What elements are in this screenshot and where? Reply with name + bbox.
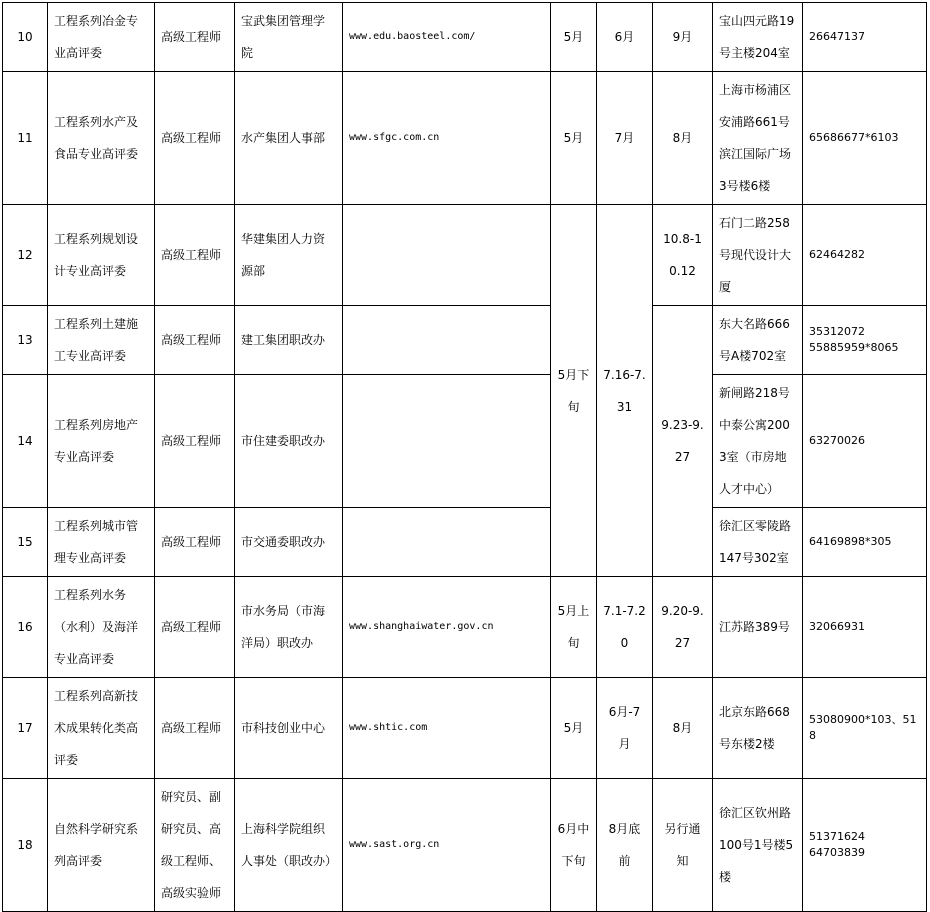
office-name: 市水务局（市海洋局）职改办: [235, 577, 343, 678]
review-time-shared: 9.23-9.27: [653, 306, 713, 577]
submit-time: 7月: [597, 72, 653, 205]
qualification-level: 高级工程师: [155, 205, 235, 306]
apply-time: 5月: [551, 72, 597, 205]
phone: 64169898*305: [803, 508, 927, 577]
review-time: 9.20-9.27: [653, 577, 713, 678]
table-row: [3, 72, 927, 205]
row-number: 14: [3, 375, 48, 508]
table-row: [3, 508, 927, 577]
row-number: 12: [3, 205, 48, 306]
committee-name: 自然科学研究系列高评委: [48, 779, 155, 912]
table-row: [3, 306, 927, 375]
office-name: 华建集团人力资源部: [235, 205, 343, 306]
committee-name: 工程系列高新技术成果转化类高评委: [48, 678, 155, 779]
website-url: www.sast.org.cn: [343, 779, 551, 912]
website-url: www.edu.baosteel.com/: [343, 3, 551, 72]
table-row: [3, 678, 927, 779]
website-url: www.shtic.com: [343, 678, 551, 779]
table-row: [3, 577, 927, 678]
qualification-level: 高级工程师: [155, 678, 235, 779]
qualification-level: 高级工程师: [155, 577, 235, 678]
website-url: www.shanghaiwater.gov.cn: [343, 577, 551, 678]
address: 上海市杨浦区安浦路661号滨江国际广场3号楼6楼: [713, 72, 803, 205]
apply-time: 5月: [551, 3, 597, 72]
phone: 35312072 55885959*8065: [803, 306, 927, 375]
qualification-level: 高级工程师: [155, 375, 235, 508]
submit-time: 6月-7月: [597, 678, 653, 779]
website-url: [343, 375, 551, 508]
phone: 53080900*103、518: [803, 678, 927, 779]
address: 徐汇区零陵路147号302室: [713, 508, 803, 577]
committee-name: 工程系列土建施工专业高评委: [48, 306, 155, 375]
office-name: 建工集团职改办: [235, 306, 343, 375]
address: 宝山四元路19号主楼204室: [713, 3, 803, 72]
website-url: [343, 306, 551, 375]
row-number: 11: [3, 72, 48, 205]
phone: 32066931: [803, 577, 927, 678]
website-url: [343, 508, 551, 577]
address: 徐汇区钦州路100号1号楼5楼: [713, 779, 803, 912]
address: 石门二路258号现代设计大厦: [713, 205, 803, 306]
review-time: 10.8-10.12: [653, 205, 713, 306]
committee-name: 工程系列房地产专业高评委: [48, 375, 155, 508]
address: 新闸路218号中泰公寓2003室（市房地人才中心）: [713, 375, 803, 508]
table-row: [3, 375, 927, 508]
phone: 51371624 64703839: [803, 779, 927, 912]
address: 江苏路389号: [713, 577, 803, 678]
committee-name: 工程系列水产及食品专业高评委: [48, 72, 155, 205]
office-name: 水产集团人事部: [235, 72, 343, 205]
table-row: [3, 205, 927, 306]
phone: 26647137: [803, 3, 927, 72]
office-name: 市科技创业中心: [235, 678, 343, 779]
submit-time: 6月: [597, 3, 653, 72]
qualification-level: 研究员、副研究员、高级工程师、高级实验师: [155, 779, 235, 912]
committee-name: 工程系列规划设计专业高评委: [48, 205, 155, 306]
row-number: 18: [3, 779, 48, 912]
office-name: 宝武集团管理学院: [235, 3, 343, 72]
submit-time: 7.1-7.20: [597, 577, 653, 678]
website-url: www.sfgc.com.cn: [343, 72, 551, 205]
review-time: 8月: [653, 678, 713, 779]
row-number: 13: [3, 306, 48, 375]
qualification-level: 高级工程师: [155, 3, 235, 72]
submit-time-shared: 7.16-7.31: [597, 205, 653, 577]
committee-name: 工程系列城市管理专业高评委: [48, 508, 155, 577]
phone: 65686677*6103: [803, 72, 927, 205]
website-url: [343, 205, 551, 306]
address: 北京东路668号东楼2楼: [713, 678, 803, 779]
apply-time-shared: 5月下旬: [551, 205, 597, 577]
qualification-level: 高级工程师: [155, 306, 235, 375]
submit-time: 8月底前: [597, 779, 653, 912]
row-number: 16: [3, 577, 48, 678]
row-number: 17: [3, 678, 48, 779]
address: 东大名路666号A楼702室: [713, 306, 803, 375]
evaluation-committee-table: [2, 2, 927, 912]
office-name: 市交通委职改办: [235, 508, 343, 577]
qualification-level: 高级工程师: [155, 508, 235, 577]
phone: 62464282: [803, 205, 927, 306]
table-row: [3, 779, 927, 912]
review-time: 另行通知: [653, 779, 713, 912]
row-number: 15: [3, 508, 48, 577]
office-name: 上海科学院组织人事处（职改办）: [235, 779, 343, 912]
review-time: 9月: [653, 3, 713, 72]
committee-name: 工程系列冶金专业高评委: [48, 3, 155, 72]
apply-time: 6月中下旬: [551, 779, 597, 912]
apply-time: 5月上旬: [551, 577, 597, 678]
review-time: 8月: [653, 72, 713, 205]
table-row: [3, 3, 927, 72]
qualification-level: 高级工程师: [155, 72, 235, 205]
phone: 63270026: [803, 375, 927, 508]
row-number: 10: [3, 3, 48, 72]
apply-time: 5月: [551, 678, 597, 779]
office-name: 市住建委职改办: [235, 375, 343, 508]
committee-name: 工程系列水务（水利）及海洋专业高评委: [48, 577, 155, 678]
